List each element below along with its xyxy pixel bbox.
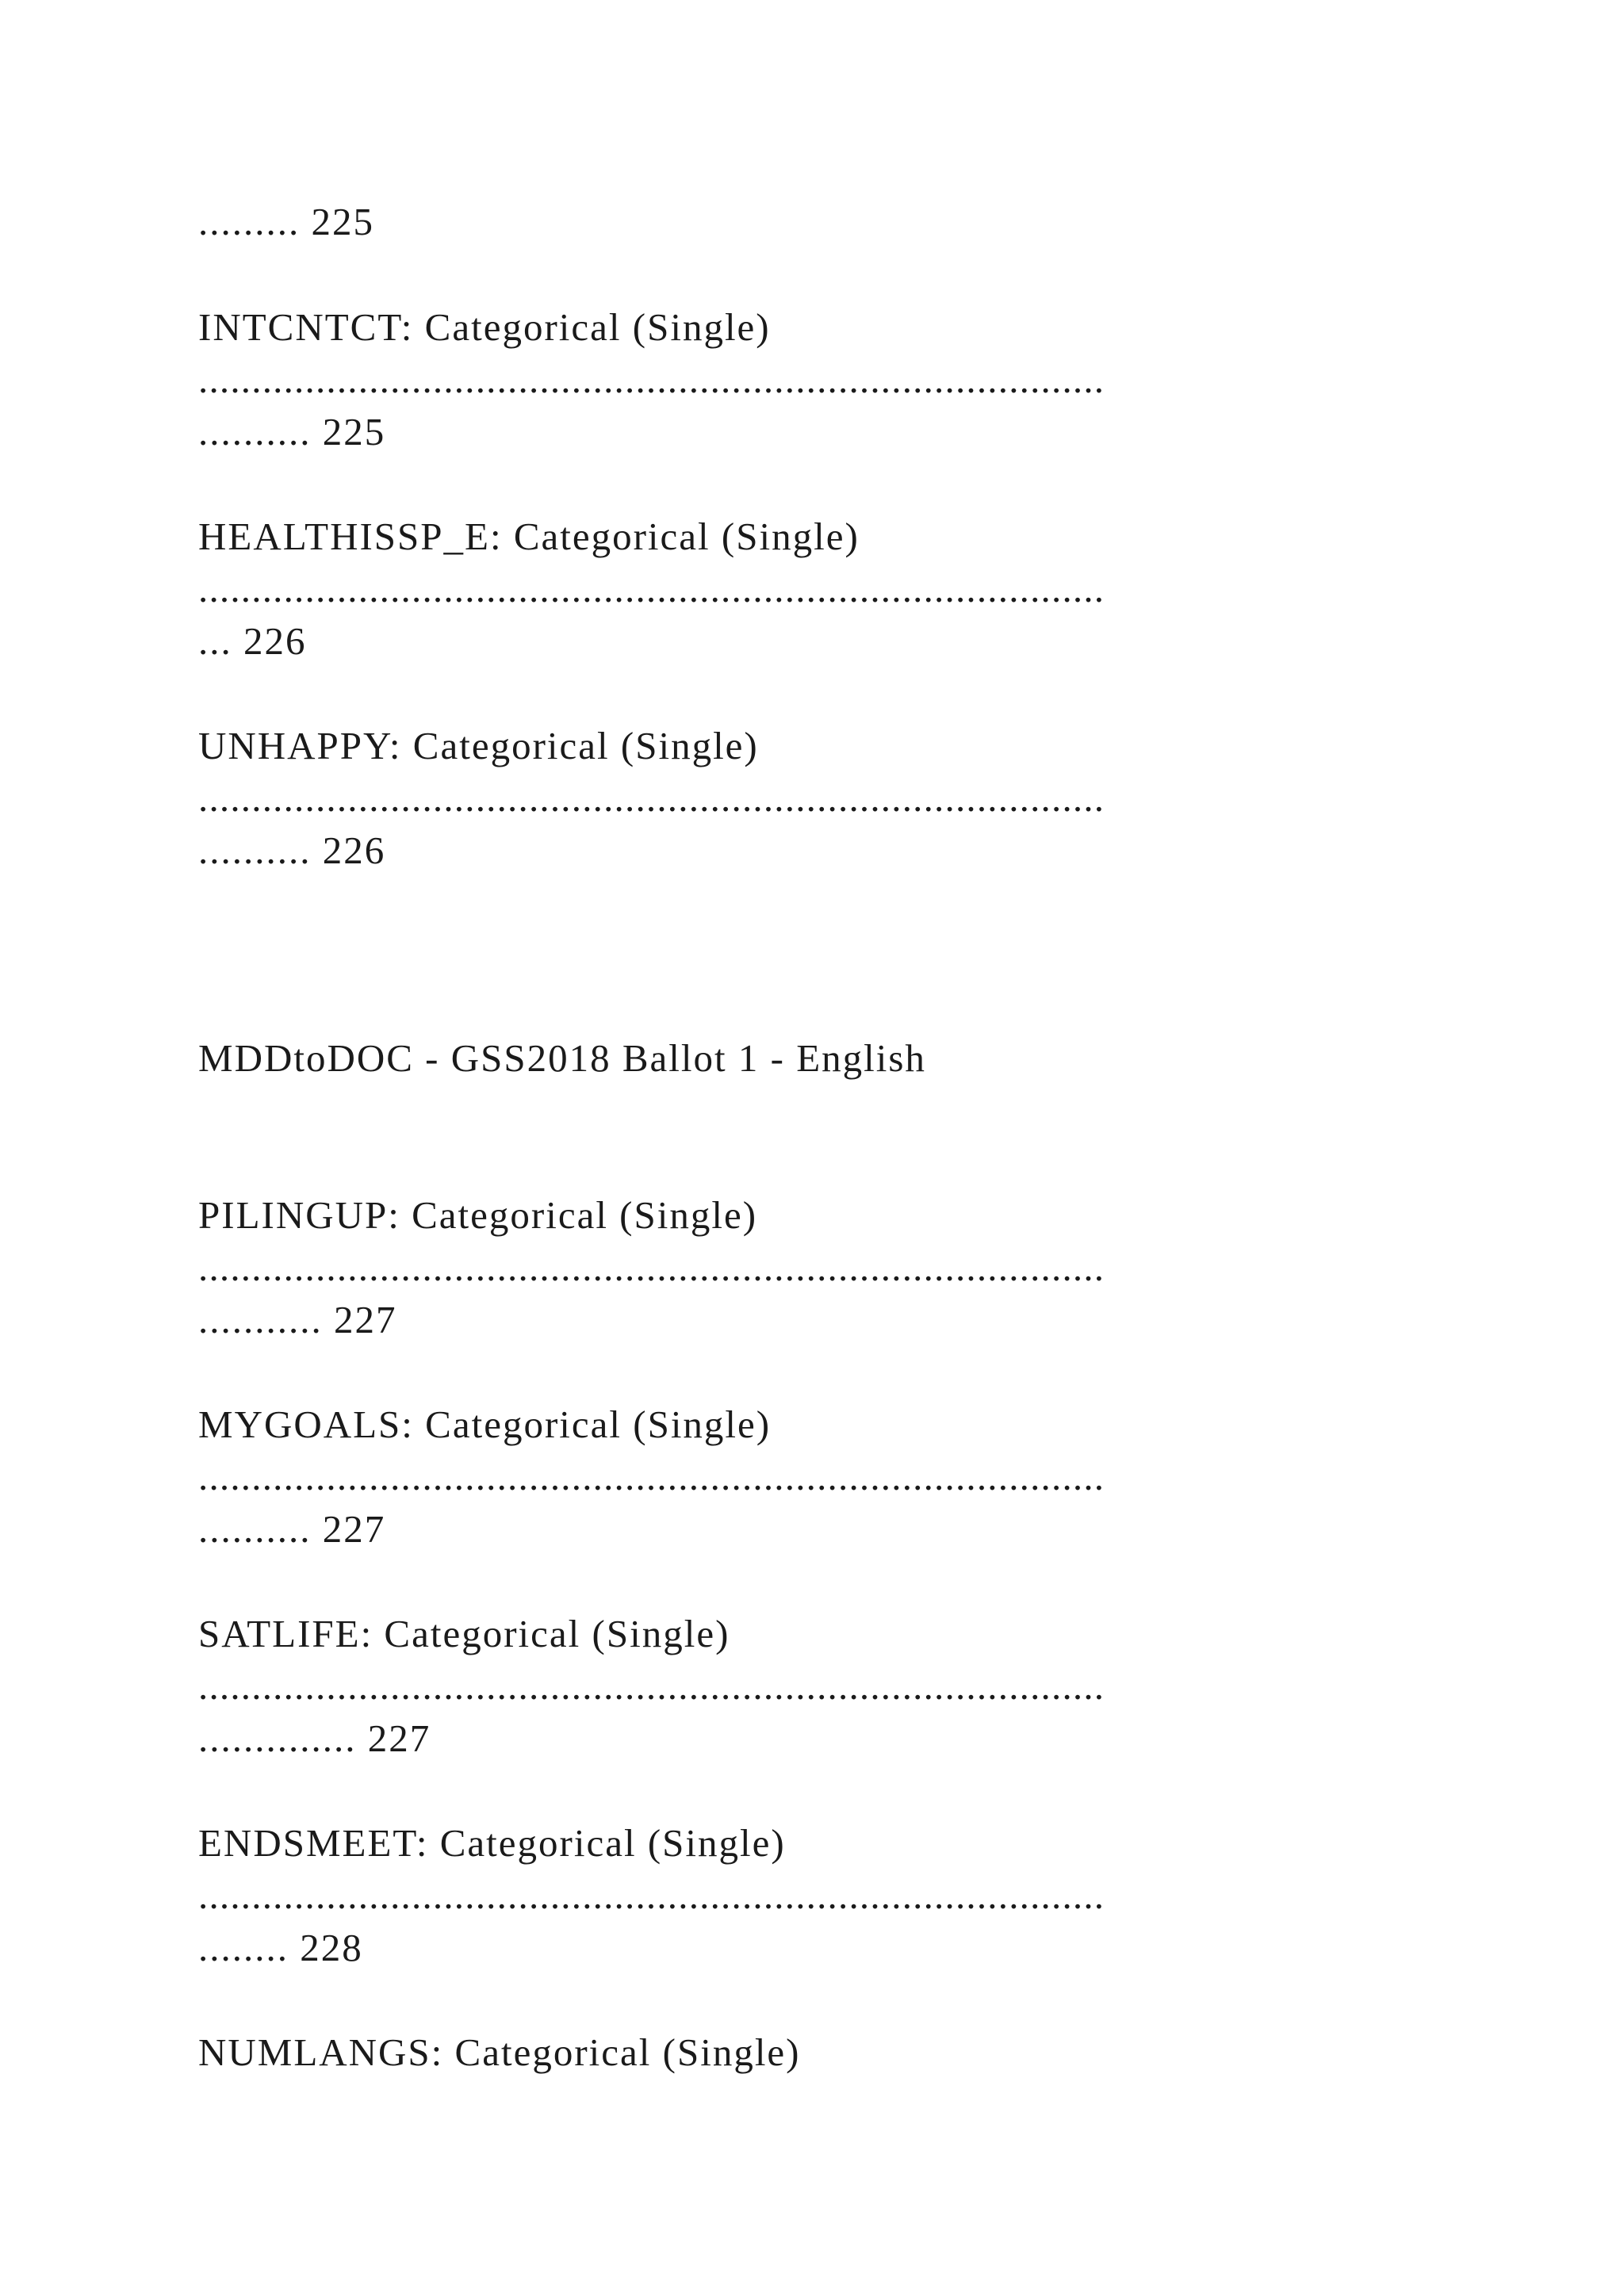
toc-entry-title: INTCNTCT: Categorical (Single) xyxy=(198,305,771,349)
toc-entry-page: ........ 228 xyxy=(198,1926,363,1969)
toc-entry-page: .......... 226 xyxy=(198,828,386,872)
toc-entry-title: HEALTHISSP_E: Categorical (Single) xyxy=(198,515,860,558)
toc-leader: ..................................................................................... xyxy=(198,1455,1105,1498)
section-header: MDDtoDOC - GSS2018 Ballot 1 - English xyxy=(198,1036,926,1080)
toc-leader: ..................................................................................... xyxy=(198,1246,1105,1289)
toc-leader: ..................................................................................... xyxy=(198,1873,1105,1917)
toc-leader: ..................................................................................... xyxy=(198,1664,1105,1708)
toc-leader: ..................................................................................... xyxy=(198,776,1105,820)
toc-entry-title: UNHAPPY: Categorical (Single) xyxy=(198,724,759,767)
toc-entry-title: SATLIFE: Categorical (Single) xyxy=(198,1612,730,1655)
toc-entry-page: .......... 227 xyxy=(198,1507,386,1551)
toc-entry-page: .......... 225 xyxy=(198,410,386,453)
toc-entry-title: PILINGUP: Categorical (Single) xyxy=(198,1193,758,1237)
toc-entry-page: ... 226 xyxy=(198,619,307,663)
toc-continuation-page: ......... 225 xyxy=(198,200,374,243)
toc-entry-title: MYGOALS: Categorical (Single) xyxy=(198,1402,772,1446)
toc-entry-title: NUMLANGS: Categorical (Single) xyxy=(198,2030,801,2074)
toc-leader: ..................................................................................... xyxy=(198,567,1105,610)
toc-entry-title: ENDSMEET: Categorical (Single) xyxy=(198,1821,786,1865)
toc-entry-page: ........... 227 xyxy=(198,1298,397,1341)
toc-entry-page: .............. 227 xyxy=(198,1716,431,1760)
toc-leader: ..................................................................................... xyxy=(198,358,1105,401)
